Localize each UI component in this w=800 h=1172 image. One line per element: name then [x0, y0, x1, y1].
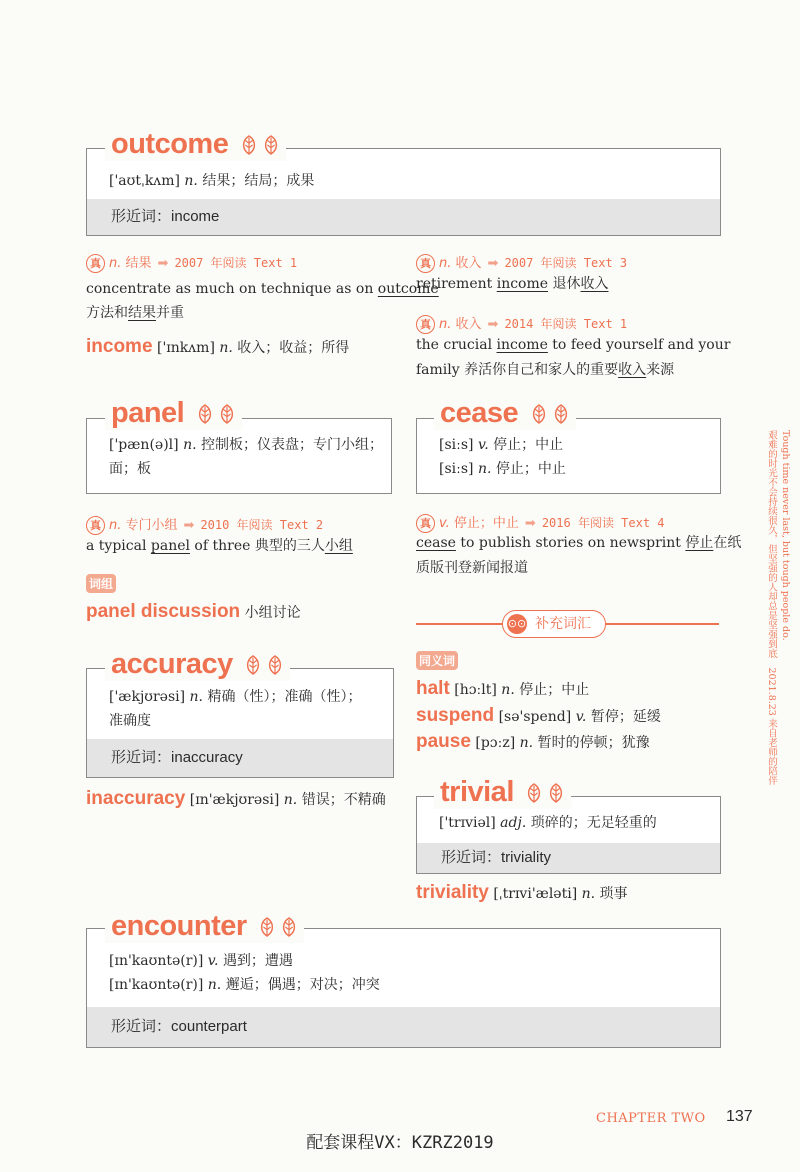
encounter-similar: 形近词：counterpart	[87, 1007, 720, 1047]
leaf-icon	[244, 655, 262, 675]
arrow-icon: ➡	[487, 256, 499, 271]
cease-exam-tag: 真 v. 停止；中止 ➡ 2016 年阅读 Text 4	[416, 512, 665, 533]
income-entry: income ['ɪnkʌm] n. 收入；收益；所得	[86, 336, 350, 357]
outcome-card	[86, 148, 721, 236]
panel-definition: ['pæn(ə)l] n. 控制板；仪表盘；专门小组； 面；板	[109, 437, 383, 477]
synonym-pause: pause [pɔːz] n. 暂时的停顿；犹豫	[416, 731, 650, 752]
synonym-halt: halt [hɔːlt] n. 停止；中止	[416, 678, 590, 699]
arrow-icon: ➡	[524, 516, 536, 531]
trivial-definition: ['trɪviəl] adj. 琐碎的；无足轻重的	[439, 815, 657, 831]
accuracy-headword: accuracy	[105, 648, 290, 681]
leaf-icon	[196, 404, 214, 424]
outcome-similar: 形近词：income	[87, 199, 720, 235]
zhen-badge: 真	[86, 254, 105, 273]
outcome-headword: outcome	[105, 128, 286, 161]
leaf-icon	[266, 655, 284, 675]
cease-example-line1: cease to publish stories on newsprint 停止在纸	[416, 535, 742, 551]
leaf-icon	[258, 917, 276, 937]
leaf-icon	[552, 404, 570, 424]
income-example-2-line1: the crucial income to feed yourself and your	[416, 337, 731, 353]
income-example-2-line2: family 养活你自己和家人的重要收入来源	[416, 362, 675, 378]
chapter-label: CHAPTER TWO	[596, 1111, 706, 1126]
income-exam-tag-2: 真 n. 收入 ➡ 2014 年阅读 Text 1	[416, 313, 627, 334]
wechat-note: 配套课程VX：KZRZ2019	[306, 1133, 494, 1153]
cease-example-line2: 质版刊登新闻报道	[416, 560, 528, 576]
leaf-icon	[280, 917, 298, 937]
triviality-entry: triviality [ˌtrɪvi'æləti] n. 琐事	[416, 882, 628, 903]
phrase-label: 词组	[86, 573, 116, 593]
supplement-header: ⊙⊙ 补充词汇	[502, 610, 606, 638]
outcome-definition: ['aʊtˌkʌm] n. 结果；结局；成果	[109, 173, 315, 189]
zhen-badge: 真	[86, 516, 105, 535]
synonym-label: 同义词	[416, 650, 458, 670]
income-exam-tag-1: 真 n. 收入 ➡ 2007 年阅读 Text 3	[416, 252, 627, 273]
inaccuracy-entry: inaccuracy [ɪn'ækjʊrəsi] n. 错误；不精确	[86, 788, 386, 809]
leaf-icon	[530, 404, 548, 424]
zhen-badge: 真	[416, 514, 435, 533]
encounter-card	[86, 928, 721, 1048]
zhen-badge: 真	[416, 254, 435, 273]
panel-exam-tag: 真 n. 专门小组 ➡ 2010 年阅读 Text 2	[86, 514, 323, 535]
income-example-1: retirement income 退休收入	[416, 276, 609, 292]
leaf-icon	[240, 135, 258, 155]
leaf-icon	[547, 783, 565, 803]
accuracy-similar: 形近词：inaccuracy	[87, 739, 393, 777]
leaf-icon	[262, 135, 280, 155]
encounter-headword: encounter	[105, 910, 304, 943]
encounter-definition: [ɪn'kaʊntə(r)] v. 遇到；遭遇 [ɪn'kaʊntə(r)] n. 邂逅；偶遇；对决；冲突	[109, 953, 380, 993]
panel-headword: panel	[105, 397, 242, 430]
accuracy-card	[86, 668, 394, 778]
zhen-badge: 真	[416, 315, 435, 334]
panel-example: a typical panel of three 典型的三人小组	[86, 538, 353, 554]
outcome-example-en: concentrate as much on technique as on outcome	[86, 281, 439, 297]
side-note: Tough time never last, but tough people do. 艰难的时光不会持续很久，但坚强的人却总是坚强到底 2021.8.23 来自老师的陪伴	[766, 430, 791, 786]
arrow-icon: ➡	[183, 518, 195, 533]
synonym-suspend: suspend [sə'spend] v. 暂停；延缓	[416, 705, 661, 726]
leaf-icon	[218, 404, 236, 424]
arrow-icon: ➡	[487, 317, 499, 332]
arrow-icon: ➡	[157, 256, 169, 271]
phrase-entry: panel discussion 小组讨论	[86, 601, 301, 622]
trivial-similar: 形近词：triviality	[417, 843, 720, 873]
outcome-exam-tag: 真 n. 结果 ➡ 2007 年阅读 Text 1	[86, 252, 297, 273]
cease-definition: [siːs] v. 停止；中止 [siːs] n. 停止；中止	[439, 437, 566, 477]
cease-headword: cease	[434, 397, 576, 430]
owl-icon: ⊙⊙	[507, 614, 527, 634]
trivial-headword: trivial	[434, 776, 571, 809]
outcome-example-zh: 方法和结果并重	[86, 305, 184, 321]
accuracy-definition: ['ækjʊrəsi] n. 精确（性）；准确（性）； 准确度	[109, 689, 362, 729]
page-number: 137	[726, 1108, 753, 1125]
leaf-icon	[525, 783, 543, 803]
